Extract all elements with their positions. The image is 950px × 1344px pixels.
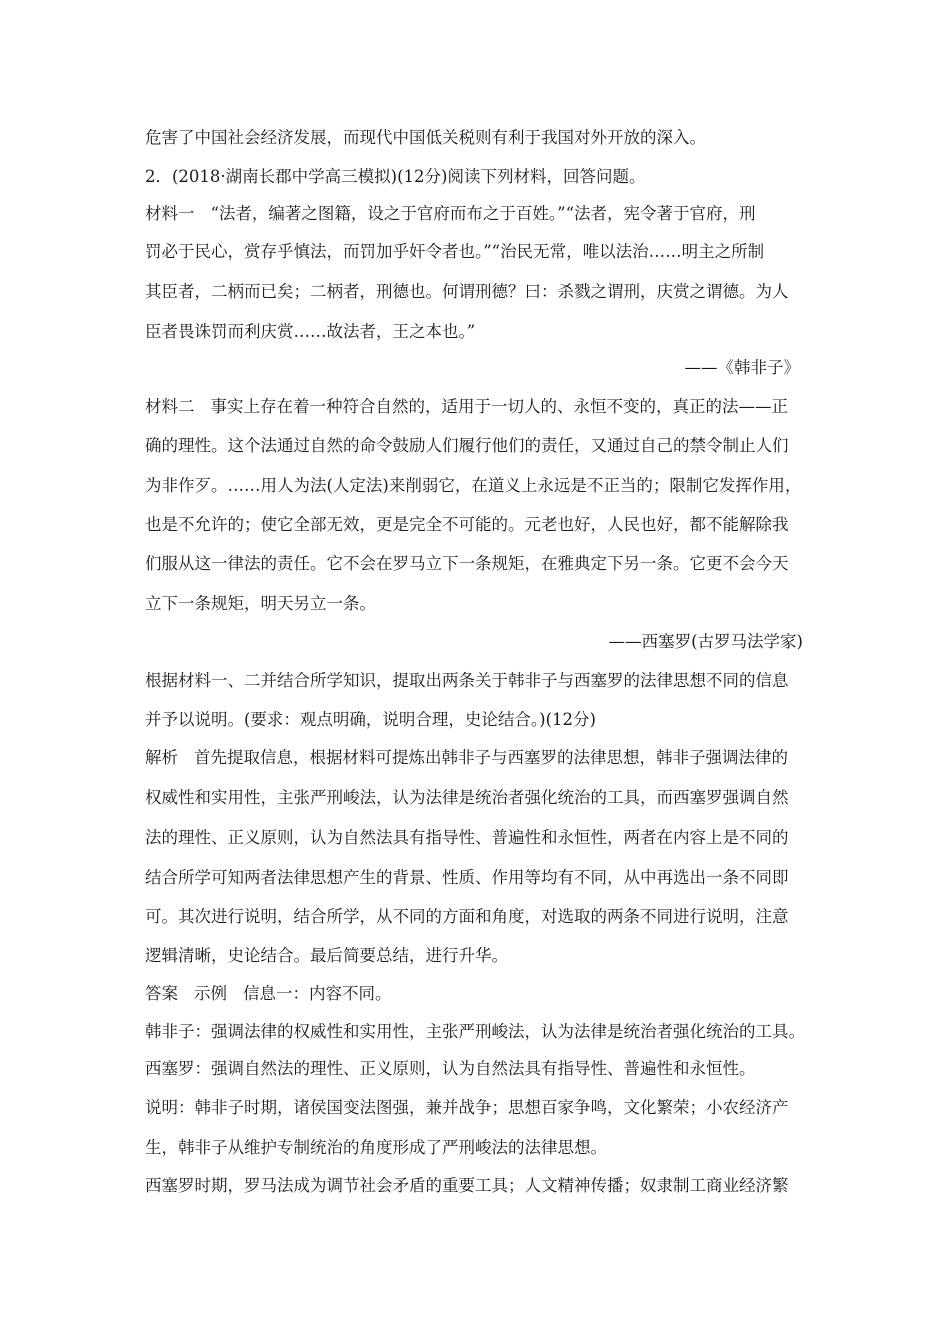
material-1-line: 材料一 “法者，编著之图籍，设之于官府而布之于百姓。”“法者，宪令著于官府，刑 — [145, 204, 756, 223]
text-line: 确的理性。这个法通过自然的命令鼓励人们履行他们的责任，又通过自己的禁令制止人们 — [145, 436, 789, 455]
text-line: 其臣者，二柄而已矣；二柄者，刑德也。何谓刑德？曰：杀戮之谓刑，庆赏之谓德。为人 — [145, 282, 789, 301]
question-prompt: 根据材料一、二并结合所学知识，提取出两条关于韩非子与西塞罗的法律思想不同的信息 — [145, 671, 789, 690]
text-line: 西塞罗时期，罗马法成为调节社会矛盾的重要工具；人文精神传播；奴隶制工商业经济繁 — [145, 1176, 789, 1195]
analysis-line: 解析 首先提取信息，根据材料可提炼出韩非子与西塞罗的法律思想，韩非子强调法律的 — [145, 748, 788, 767]
material-2-line: 材料二 事实上存在着一种符合自然的，适用于一切人的、永恒不变的，真正的法——正 — [145, 397, 788, 416]
text-line: 逻辑清晰，史论结合。最后简要总结，进行升华。 — [145, 946, 508, 965]
text-line: 法的理性、正义原则，认为自然法具有指导性、普遍性和永恒性，两者在内容上是不同的 — [145, 828, 789, 847]
analysis-label: 解析 — [145, 748, 178, 767]
text-line: 说明：韩非子时期，诸侯国变法图强，兼并战争；思想百家争鸣，文化繁荣；小农经济产 — [145, 1098, 789, 1117]
text-line: 西塞罗：强调自然法的理性、正义原则，认为自然法具有指导性、普遍性和永恒性。 — [145, 1059, 756, 1078]
text-line: 臣者畏诛罚而利庆赏……故法者，王之本也。” — [145, 322, 476, 341]
example-label: 示例 — [194, 984, 227, 1003]
text-line: 权威性和实用性，主张严刑峻法，认为法律是统治者强化统治的工具，而西塞罗强调自然 — [145, 788, 789, 807]
text-line: 也是不允许的；使它全部无效，更是完全不可能的。元老也好，人民也好，都不能解除我 — [145, 515, 789, 534]
text-line: 罚必于民心，赏存乎慎法，而罚加乎奸令者也。”“治民无常，唯以法治……明主之所制 — [145, 242, 765, 261]
text-line: 们服从这一律法的责任。它不会在罗马立下一条规矩，在雅典定下另一条。它更不会今天 — [145, 554, 789, 573]
source-attribution: ——《韩非子》 — [684, 358, 800, 377]
text-line: 可。其次进行说明，结合所学，从不同的方面和角度，对选取的两条不同进行说明，注意 — [145, 907, 789, 926]
answer-label: 答案 — [145, 984, 178, 1003]
question-prompt: 并予以说明。(要求：观点明确，说明合理，史论结合。)(12分) — [145, 710, 596, 729]
question-heading: 2．(2018·湖南长郡中学高三模拟)(12分)阅读下列材料，回答问题。 — [145, 167, 646, 186]
material-2-label: 材料二 — [145, 397, 195, 416]
answer-line: 答案 示例 信息一：内容不同。 — [145, 984, 392, 1003]
source-attribution: ——西塞罗(古罗马法学家) — [608, 632, 803, 651]
text-line: 为非作歹。……用人为法(人定法)来削弱它，在道义上永远是不正当的；限制它发挥作用， — [145, 476, 802, 495]
text-line: 危害了中国社会经济发展，而现代中国低关税则有利于我国对外开放的深入。 — [145, 128, 706, 147]
material-1-label: 材料一 — [145, 204, 195, 223]
text-line: 生，韩非子从维护专制统治的角度形成了严刑峻法的法律思想。 — [145, 1138, 607, 1157]
text-line: 结合所学可知两者法律思想产生的背景、性质、作用等均有不同，从中再选出一条不同即 — [145, 868, 789, 887]
text-line: 韩非子：强调法律的权威性和实用性，主张严刑峻法，认为法律是统治者强化统治的工具。 — [145, 1022, 805, 1041]
text-line: 立下一条规矩，明天另立一条。 — [145, 594, 376, 613]
